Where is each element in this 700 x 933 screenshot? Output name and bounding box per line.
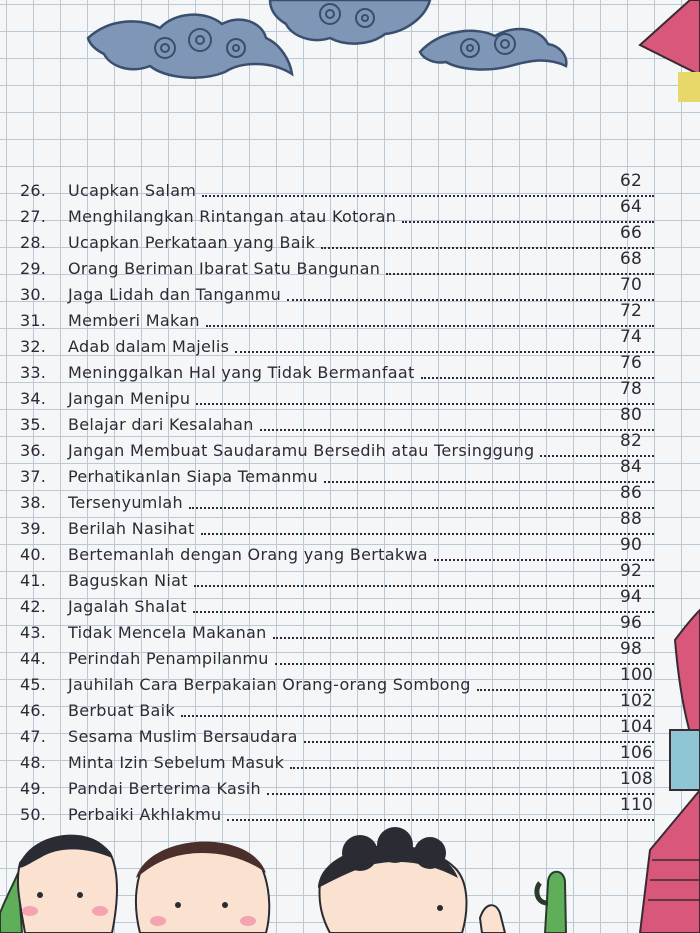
dot-leader [260, 427, 654, 431]
entry-title: Ucapkan Perkataan yang Baik [68, 233, 316, 252]
entry-number: 50. [20, 805, 47, 824]
dot-leader [290, 765, 654, 769]
entry-title: Tersenyumlah [68, 493, 183, 512]
dot-leader [201, 531, 654, 535]
entry-number: 33. [20, 363, 47, 382]
dot-leader [189, 505, 654, 509]
entry-title: Ucapkan Salam [68, 181, 197, 200]
entry-number: 31. [20, 311, 47, 330]
entry-number: 30. [20, 285, 47, 304]
dot-leader [287, 297, 654, 301]
entry-number: 45. [20, 675, 47, 694]
entry-title: Berbuat Baik [68, 701, 175, 720]
entry-number: 43. [20, 623, 47, 642]
entry-number: 37. [20, 467, 47, 486]
entry-page: 70 [620, 275, 643, 295]
entry-page: 64 [620, 197, 643, 217]
entry-number: 47. [20, 727, 47, 746]
toc-entry[interactable] [20, 275, 660, 305]
entry-title: Menghilangkan Rintangan atau Kotoran [68, 207, 397, 226]
entry-page: 62 [620, 171, 643, 191]
entry-page: 108 [620, 769, 654, 789]
entry-number: 41. [20, 571, 47, 590]
entry-title: Berilah Nasihat [68, 519, 195, 538]
dot-leader [227, 817, 654, 821]
entry-number: 48. [20, 753, 47, 772]
entry-page: 74 [620, 327, 643, 347]
toc-entry[interactable] [20, 561, 660, 591]
entry-title: Belajar dari Kesalahan [68, 415, 254, 434]
dot-leader [321, 245, 654, 249]
dot-leader [206, 323, 654, 327]
toc-entry[interactable] [20, 509, 660, 539]
entry-page: 94 [620, 587, 643, 607]
entry-page: 96 [620, 613, 643, 633]
entry-title: Perhatikanlan Siapa Temanmu [68, 467, 318, 486]
toc-entry[interactable] [20, 223, 660, 253]
entry-page: 86 [620, 483, 643, 503]
dot-leader [421, 375, 654, 379]
entry-title: Perindah Penampilanmu [68, 649, 269, 668]
entry-number: 34. [20, 389, 47, 408]
entry-page: 72 [620, 301, 643, 321]
entry-number: 32. [20, 337, 47, 356]
entry-page: 88 [620, 509, 643, 529]
entry-page: 78 [620, 379, 643, 399]
dot-leader [324, 479, 654, 483]
toc-entry[interactable] [20, 431, 660, 461]
dot-leader [193, 609, 654, 613]
toc-entry[interactable] [20, 249, 660, 279]
table-of-contents [20, 171, 660, 825]
toc-entry[interactable] [20, 587, 660, 617]
entry-number: 27. [20, 207, 47, 226]
children-illustration [0, 823, 700, 933]
entry-number: 36. [20, 441, 47, 460]
entry-title: Meninggalkan Hal yang Tidak Bermanfaat [68, 363, 415, 382]
entry-number: 35. [20, 415, 47, 434]
entry-page: 102 [620, 691, 654, 711]
entry-page: 66 [620, 223, 643, 243]
entry-page: 104 [620, 717, 654, 737]
toc-entry[interactable] [20, 717, 660, 747]
entry-title: Tidak Mencela Makanan [68, 623, 267, 642]
dot-leader [196, 401, 654, 405]
dot-leader [304, 739, 654, 743]
entry-title: Jauhilah Cara Berpakaian Orang-orang Sombong [68, 675, 471, 694]
entry-number: 39. [20, 519, 47, 538]
entry-page: 80 [620, 405, 643, 425]
entry-number: 38. [20, 493, 47, 512]
toc-entry[interactable] [20, 301, 660, 331]
toc-entry[interactable] [20, 743, 660, 773]
toc-entry[interactable] [20, 535, 660, 565]
toc-entry[interactable] [20, 769, 660, 799]
dot-leader [202, 193, 654, 197]
entry-page: 84 [620, 457, 643, 477]
entry-title: Jangan Menipu [68, 389, 191, 408]
toc-entry[interactable] [20, 327, 660, 357]
entry-title: Perbaiki Akhlakmu [68, 805, 222, 824]
entry-number: 44. [20, 649, 47, 668]
entry-number: 28. [20, 233, 47, 252]
toc-entry[interactable] [20, 483, 660, 513]
toc-entry[interactable] [20, 665, 660, 695]
toc-entry[interactable] [20, 613, 660, 643]
dot-leader [194, 583, 654, 587]
toc-entry[interactable] [20, 457, 660, 487]
entry-page: 68 [620, 249, 643, 269]
toc-entry[interactable] [20, 795, 660, 825]
toc-entry[interactable] [20, 639, 660, 669]
entry-title: Adab dalam Majelis [68, 337, 230, 356]
entry-number: 26. [20, 181, 47, 200]
entry-page: 82 [620, 431, 643, 451]
entry-title: Minta Izin Sebelum Masuk [68, 753, 285, 772]
dot-leader [267, 791, 654, 795]
entry-page: 110 [620, 795, 654, 815]
dot-leader [181, 713, 654, 717]
toc-entry[interactable] [20, 171, 660, 201]
entry-number: 29. [20, 259, 47, 278]
entry-title: Jagalah Shalat [68, 597, 187, 616]
dot-leader [402, 219, 654, 223]
dot-leader [235, 349, 654, 353]
toc-entry[interactable] [20, 197, 660, 227]
dot-leader [275, 661, 654, 665]
toc-entry[interactable] [20, 691, 660, 721]
entry-number: 49. [20, 779, 47, 798]
entry-title: Pandai Berterima Kasih [68, 779, 261, 798]
toc-entry[interactable] [20, 379, 660, 409]
entry-page: 100 [620, 665, 654, 685]
entry-page: 76 [620, 353, 643, 373]
dot-leader [386, 271, 654, 275]
entry-number: 40. [20, 545, 47, 564]
entry-title: Jaga Lidah dan Tanganmu [68, 285, 282, 304]
entry-page: 90 [620, 535, 643, 555]
entry-title: Jangan Membuat Saudaramu Bersedih atau Tersinggung [68, 441, 535, 460]
cloud-decoration [0, 0, 700, 120]
entry-title: Baguskan Niat [68, 571, 188, 590]
entry-number: 42. [20, 597, 47, 616]
entry-title: Sesama Muslim Bersaudara [68, 727, 298, 746]
entry-page: 106 [620, 743, 654, 763]
entry-page: 92 [620, 561, 643, 581]
entry-title: Memberi Makan [68, 311, 200, 330]
entry-title: Orang Beriman Ibarat Satu Bangunan [68, 259, 381, 278]
entry-title: Bertemanlah dengan Orang yang Bertakwa [68, 545, 428, 564]
dot-leader [273, 635, 654, 639]
entry-number: 46. [20, 701, 47, 720]
toc-entry[interactable] [20, 353, 660, 383]
entry-page: 98 [620, 639, 643, 659]
toc-entry[interactable] [20, 405, 660, 435]
